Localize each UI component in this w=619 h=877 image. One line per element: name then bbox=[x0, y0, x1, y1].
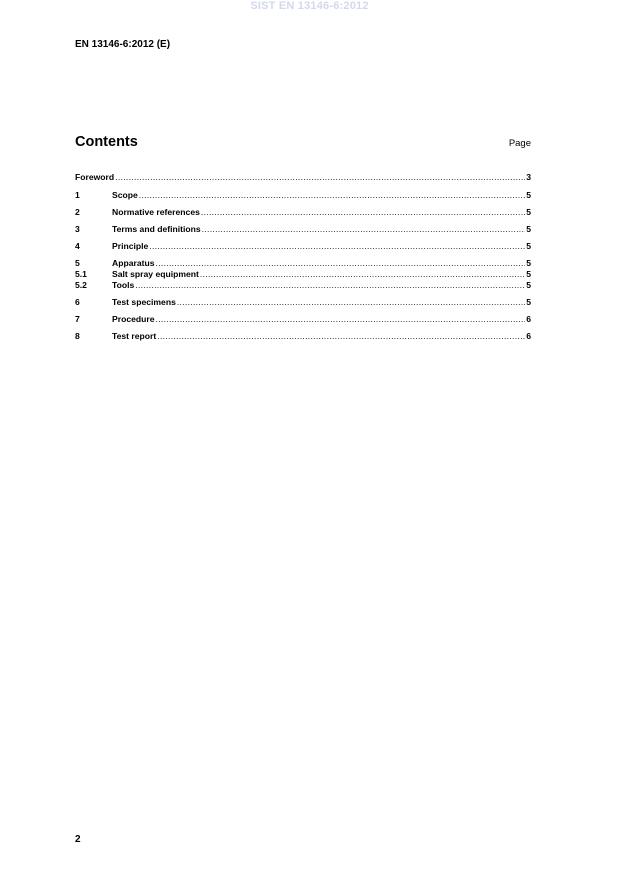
dot-leader bbox=[139, 190, 525, 200]
toc-entry-terms-and-definitions[interactable] bbox=[75, 224, 531, 234]
toc-entry-procedure[interactable] bbox=[75, 314, 531, 324]
dot-leader bbox=[202, 224, 526, 234]
toc-entry-page: 5 bbox=[526, 297, 531, 307]
dot-leader bbox=[200, 269, 525, 279]
toc-entry-foreword[interactable] bbox=[75, 172, 531, 182]
toc-entry-page: 5 bbox=[526, 224, 531, 234]
dot-leader bbox=[135, 280, 525, 290]
toc-entry-title: Test report bbox=[112, 331, 157, 341]
page-column-label: Page bbox=[508, 138, 531, 149]
toc-entry-salt-spray-equipment[interactable] bbox=[75, 269, 531, 279]
toc-entry-test-specimens[interactable] bbox=[75, 297, 531, 307]
toc-entry-title: Scope bbox=[112, 190, 138, 200]
dot-leader bbox=[157, 331, 525, 341]
toc-entry-title: Test specimens bbox=[112, 297, 176, 307]
toc-entry-number: 3 bbox=[75, 224, 80, 234]
dot-leader bbox=[149, 241, 525, 251]
watermark: SIST EN 13146-6:2012 bbox=[250, 0, 369, 12]
toc-entry-number: 4 bbox=[75, 241, 80, 251]
toc-entry-normative-references[interactable] bbox=[75, 207, 531, 217]
toc-entry-page: 3 bbox=[526, 172, 531, 182]
toc-entry-tools[interactable] bbox=[75, 280, 531, 290]
dot-leader bbox=[177, 297, 525, 307]
toc-entry-number: 5.2 bbox=[75, 280, 87, 290]
document-id: EN 13146-6:2012 (E) bbox=[75, 39, 171, 50]
toc-entry-title: Apparatus bbox=[112, 258, 155, 268]
toc-entry-title: Principle bbox=[112, 241, 149, 251]
dot-leader bbox=[156, 314, 526, 324]
dot-leader bbox=[115, 172, 525, 182]
table-of-contents bbox=[75, 172, 531, 341]
dot-leader bbox=[156, 258, 526, 268]
toc-entry-title: Foreword bbox=[75, 172, 115, 182]
toc-entry-title: Procedure bbox=[112, 314, 155, 324]
toc-entry-number: 6 bbox=[75, 297, 80, 307]
toc-entry-page: 5 bbox=[526, 241, 531, 251]
toc-entry-page: 5 bbox=[526, 207, 531, 217]
toc-entry-test-report[interactable] bbox=[75, 331, 531, 341]
toc-entry-page: 6 bbox=[526, 314, 531, 324]
toc-entry-title: Normative references bbox=[112, 207, 200, 217]
toc-entry-scope[interactable] bbox=[75, 190, 531, 200]
toc-entry-number: 1 bbox=[75, 190, 80, 200]
contents-title: Contents bbox=[75, 134, 138, 150]
toc-entry-number: 2 bbox=[75, 207, 80, 217]
toc-entry-title: Tools bbox=[112, 280, 135, 290]
toc-entry-number: 5 bbox=[75, 258, 80, 268]
toc-entry-page: 5 bbox=[526, 280, 531, 290]
toc-entry-title: Salt spray equipment bbox=[112, 269, 199, 279]
toc-entry-page: 5 bbox=[526, 269, 531, 279]
toc-entry-number: 7 bbox=[75, 314, 80, 324]
toc-entry-page: 5 bbox=[526, 258, 531, 268]
toc-entry-number: 5.1 bbox=[75, 269, 87, 279]
toc-entry-page: 5 bbox=[526, 190, 531, 200]
page-number: 2 bbox=[75, 834, 81, 845]
toc-entry-title: Terms and definitions bbox=[112, 224, 201, 234]
dot-leader bbox=[201, 207, 525, 217]
toc-entry-apparatus[interactable] bbox=[75, 258, 531, 268]
toc-entry-number: 8 bbox=[75, 331, 80, 341]
toc-entry-principle[interactable] bbox=[75, 241, 531, 251]
toc-entry-page: 6 bbox=[526, 331, 531, 341]
